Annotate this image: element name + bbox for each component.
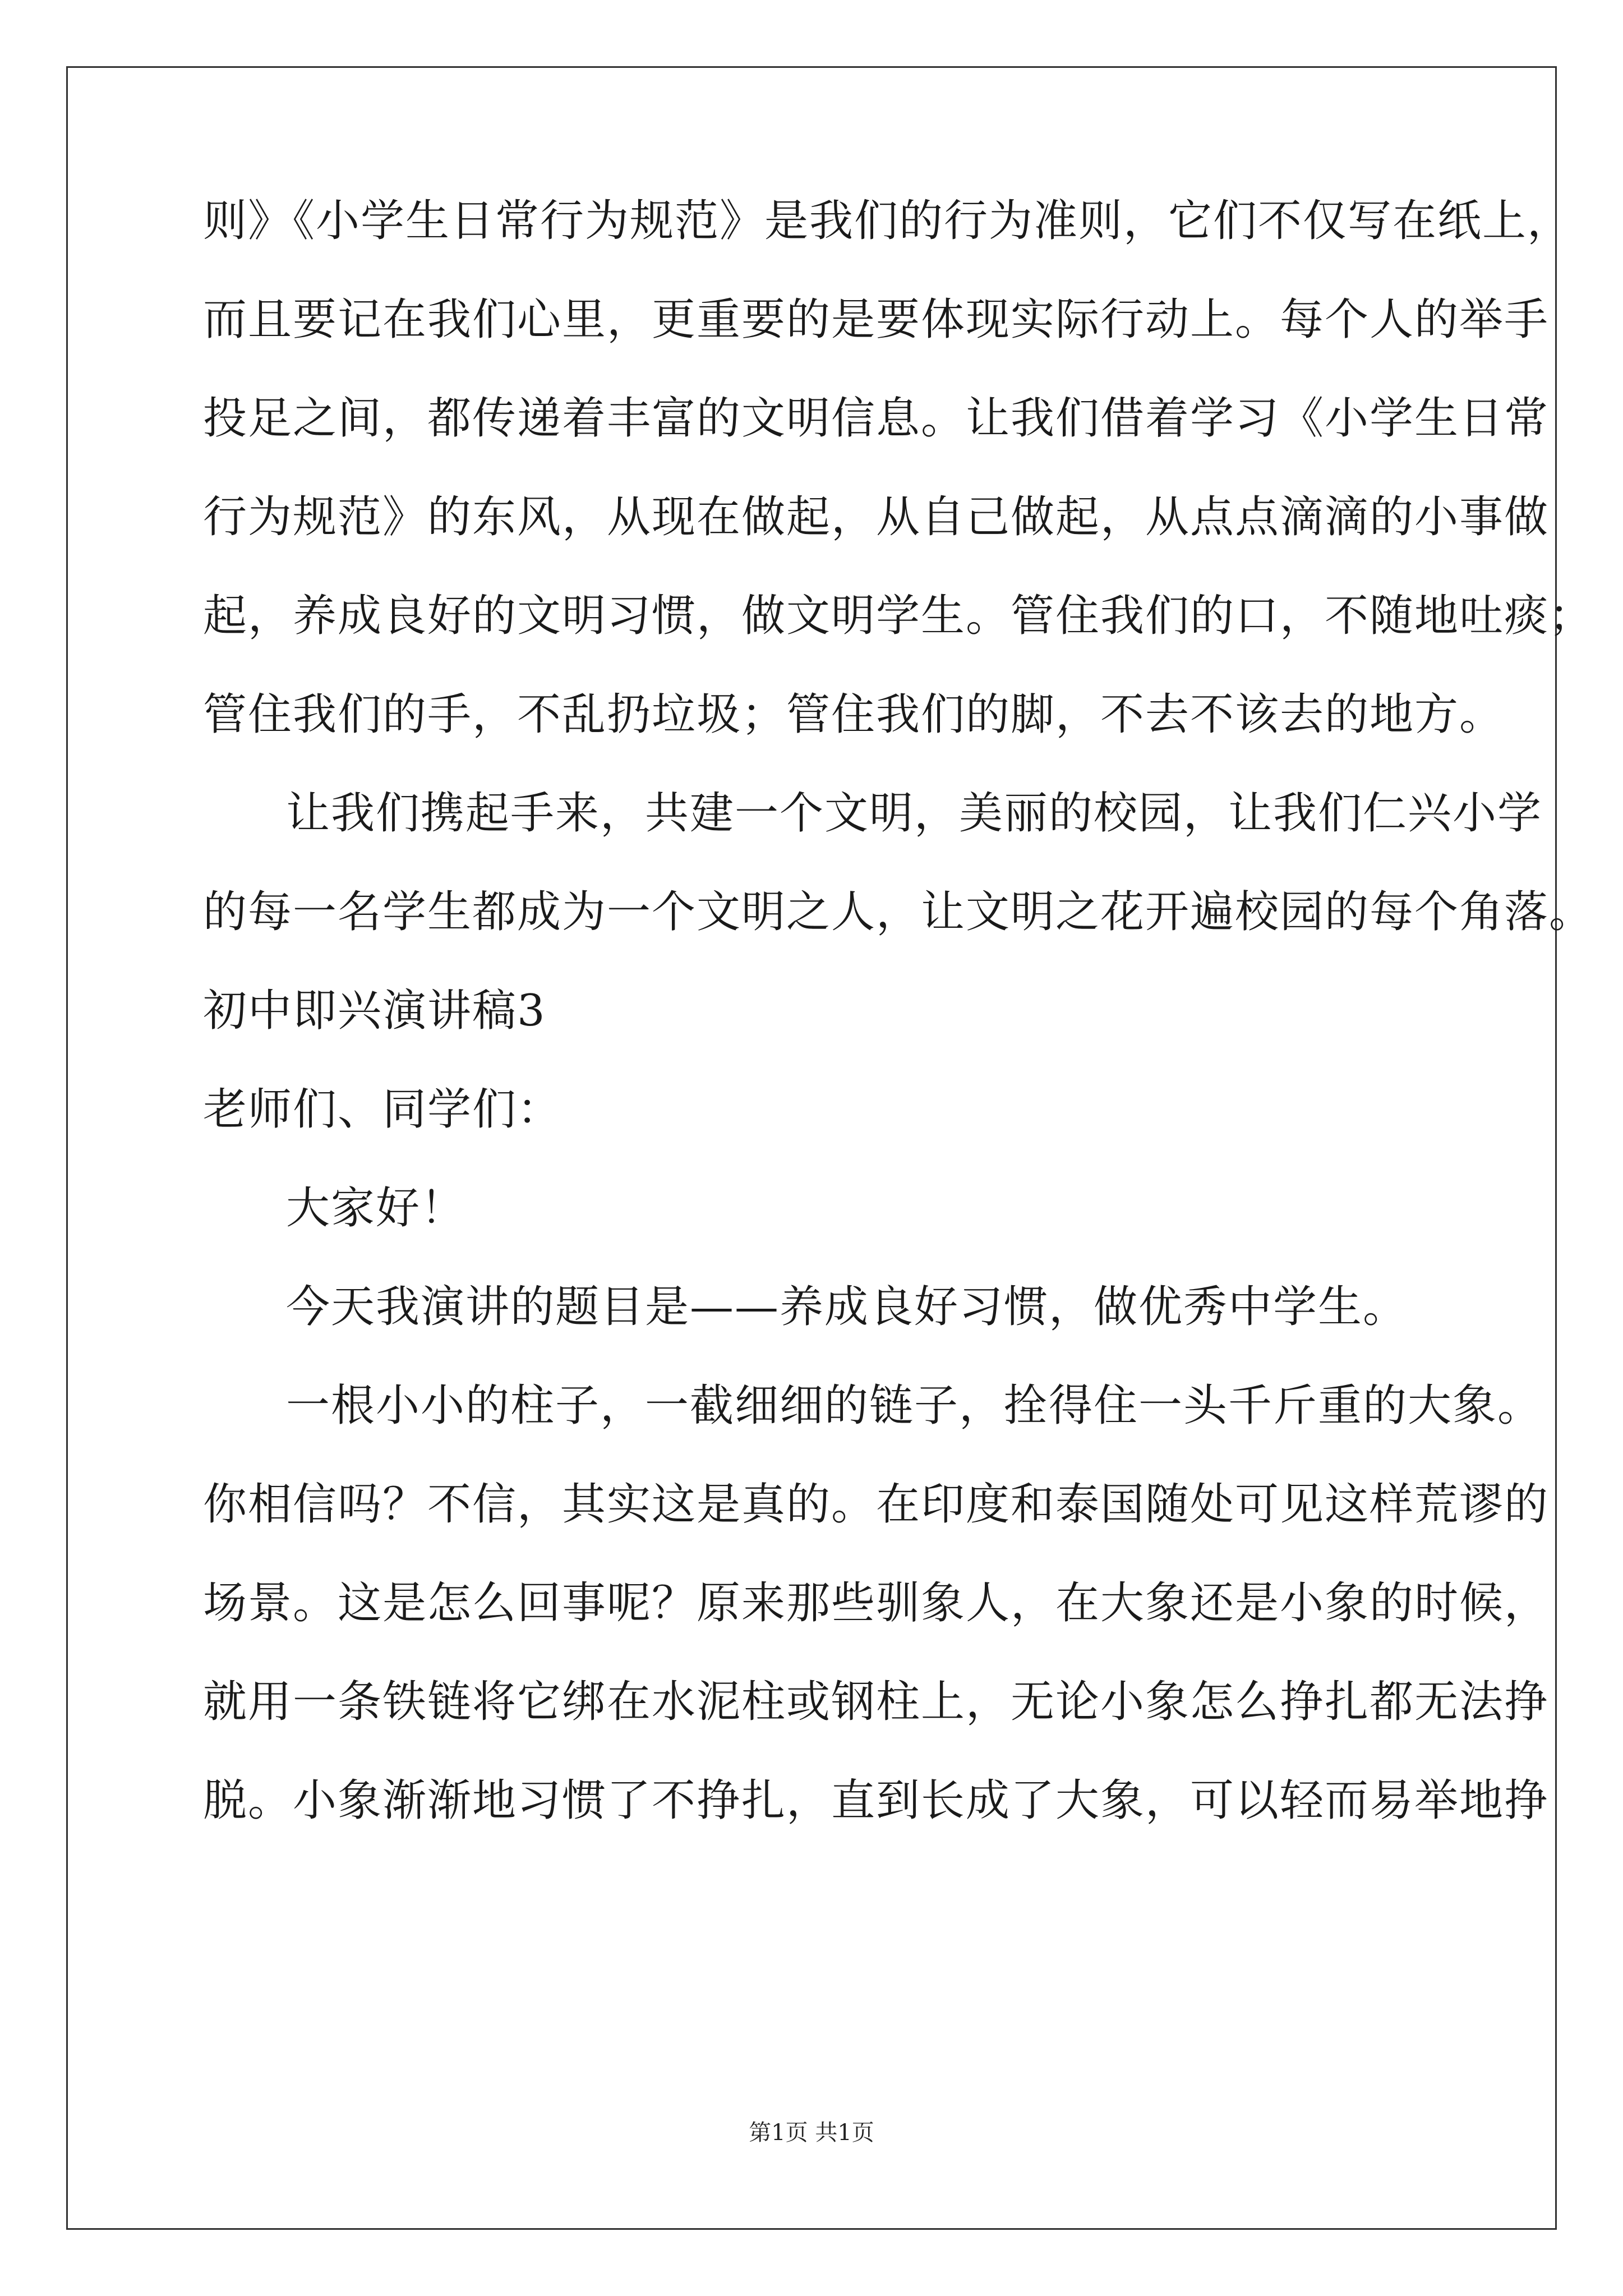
text-line: 就用一条铁链将它绑在水泥柱或钢柱上，无论小象怎么挣扎都无法挣 — [203, 1677, 1550, 1727]
text-line: 你相信吗？不信，其实这是真的。在印度和泰国随处可见这样荒谬的 — [203, 1479, 1550, 1530]
text-line: 投足之间，都传递着丰富的文明信息。让我们借着学习《小学生日常 — [203, 393, 1550, 444]
text-line: 今天我演讲的题目是——养成良好习惯，做优秀中学生。 — [286, 1282, 1408, 1332]
page-footer: 第1页 共1页 — [749, 2120, 874, 2146]
text-line: 而且要记在我们心里，更重要的是要体现实际行动上。每个人的举手 — [203, 295, 1550, 345]
text-line: 管住我们的手，不乱扔垃圾；管住我们的脚，不去不该去的地方。 — [203, 689, 1505, 740]
section-heading: 初中即兴演讲稿3 — [203, 986, 546, 1036]
salutation: 老师们、同学们： — [203, 1084, 562, 1135]
text-line: 脱。小象渐渐地习惯了不挣扎，直到长成了大象，可以轻而易举地挣 — [203, 1775, 1550, 1826]
greeting: 大家好！ — [286, 1183, 466, 1234]
text-line: 则》《小学生日常行为规范》是我们的行为准则，它们不仅写在纸上， — [203, 196, 1573, 246]
text-line: 起，养成良好的文明习惯，做文明学生。管住我们的口，不随地吐痰； — [203, 591, 1594, 641]
text-line: 让我们携起手来，共建一个文明，美丽的校园，让我们仁兴小学 — [286, 788, 1543, 839]
text-line: 一根小小的柱子，一截细细的链子，拴得住一头千斤重的大象。 — [286, 1381, 1543, 1431]
text-line: 行为规范》的东风，从现在做起，从自己做起，从点点滴滴的小事做 — [203, 492, 1550, 542]
text-line: 场景。这是怎么回事呢？原来那些驯象人，在大象还是小象的时候， — [203, 1578, 1550, 1628]
text-line: 的每一名学生都成为一个文明之人，让文明之花开遍校园的每个角落。 — [203, 887, 1594, 937]
